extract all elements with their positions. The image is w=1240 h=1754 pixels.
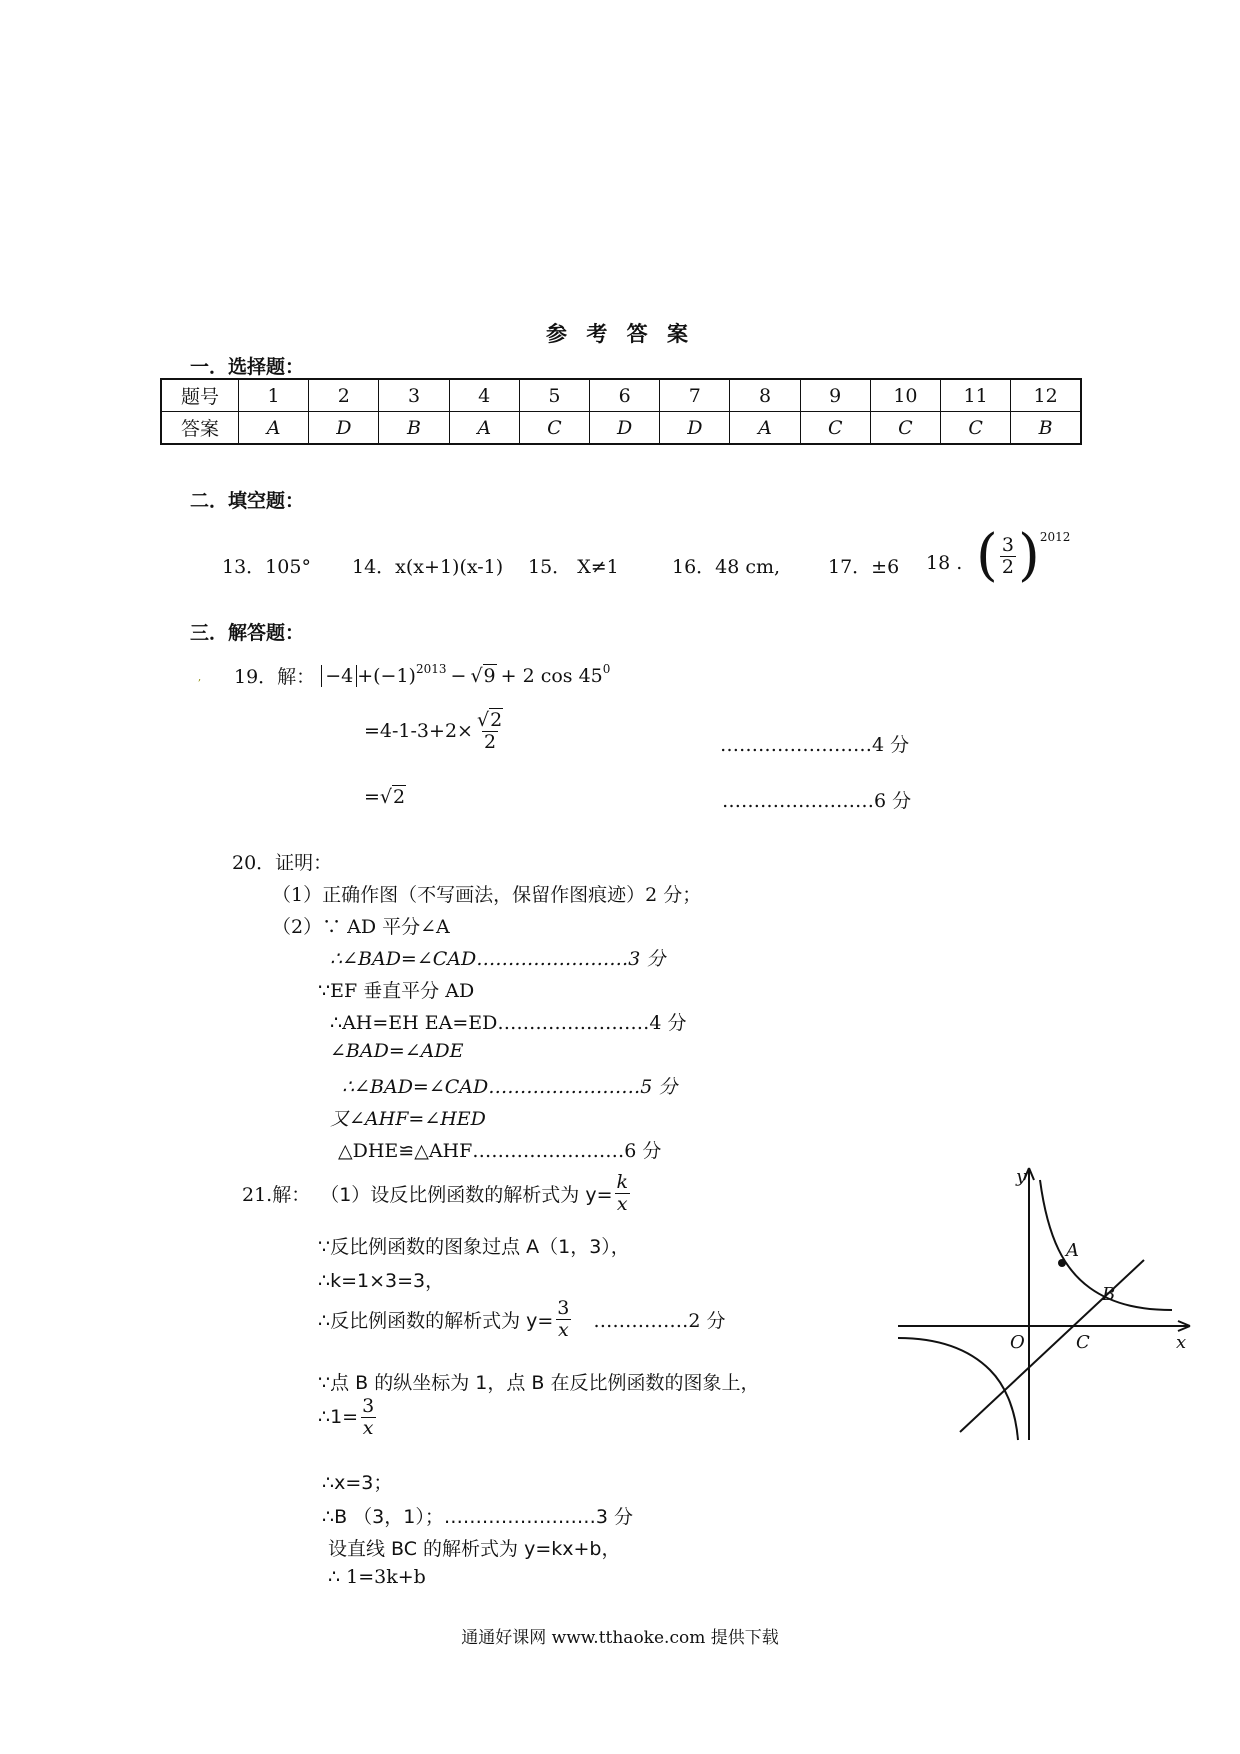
table-cell-label: 题号 xyxy=(161,379,239,412)
table-cell: B xyxy=(1011,412,1081,445)
section-fill-heading: 二．填空题： xyxy=(190,490,305,512)
q19-expression xyxy=(234,662,610,689)
q20-line9: △DHE≌△AHF……………………6 分 xyxy=(338,1140,662,1162)
exponent: 2012 xyxy=(1039,530,1071,544)
section-solve-heading: 三．解答题： xyxy=(190,622,305,644)
table-cell: D xyxy=(590,412,660,445)
table-cell: 2 xyxy=(309,379,379,412)
q21-line9: 设直线 BC 的解析式为 y=kx+b， xyxy=(328,1538,621,1560)
q21-line10: ∴ 1=3k+b xyxy=(328,1566,426,1588)
table-cell: D xyxy=(309,412,379,445)
q19-label: 19．解： xyxy=(234,666,316,688)
table-cell: C xyxy=(870,412,940,445)
choice-answer-table xyxy=(160,378,1082,445)
q20-line7: ∴∠BAD=∠CAD……………………5 分 xyxy=(342,1076,678,1098)
step-text: ∴反比例函数的解析式为 y= xyxy=(318,1309,554,1332)
point-c-label: C xyxy=(1076,1332,1090,1353)
table-cell: 6 xyxy=(590,379,660,412)
fill-q16: 16．48 cm, xyxy=(672,556,781,578)
table-cell-label: 答案 xyxy=(161,412,239,445)
degree-exp: 0 xyxy=(602,662,611,676)
fill-q18-expression xyxy=(976,523,1071,588)
abs-value: −4 xyxy=(321,665,357,687)
q21-score-2: ……………2 分 xyxy=(593,1309,726,1332)
paren-right: ) xyxy=(1017,523,1040,588)
table-cell: A xyxy=(239,412,309,445)
table-cell: 7 xyxy=(660,379,730,412)
page-title: 参 考 答 案 xyxy=(546,321,694,346)
fraction: $\frac{√2}{2}$ xyxy=(476,709,503,753)
fraction: $\frac{3}{x}$ xyxy=(557,1297,570,1341)
q21-line4 xyxy=(318,1298,726,1341)
fill-q15: 15． X≠1 xyxy=(528,556,619,578)
step-text: （1）设反比例函数的解析式为 y= xyxy=(320,1183,613,1206)
q21-line2: ∵反比例函数的图象过点 A（1，3）， xyxy=(318,1236,630,1258)
origin-label: O xyxy=(1010,1332,1025,1353)
fill-q18-prefix: 18 . xyxy=(926,552,963,574)
bullet-mark: , xyxy=(198,672,202,683)
table-cell: 11 xyxy=(941,379,1011,412)
table-cell: D xyxy=(660,412,730,445)
table-cell: 12 xyxy=(1011,379,1081,412)
paren-left: ( xyxy=(976,523,998,588)
table-cell: 8 xyxy=(730,379,800,412)
table-cell: 1 xyxy=(239,379,309,412)
table-row-answers xyxy=(161,412,1081,445)
table-row-numbers xyxy=(161,379,1081,412)
q19-cos-term: + 2 cos 45 xyxy=(500,664,603,687)
function-graph xyxy=(890,1160,1200,1450)
step-text: =4-1-3+2× xyxy=(364,720,473,743)
q21-line1 xyxy=(242,1172,632,1215)
q19-score-4: ……………………4 分 xyxy=(720,734,910,756)
q20-line3: ∴∠BAD=∠CAD……………………3 分 xyxy=(330,948,666,970)
fill-q17: 17．±6 xyxy=(828,556,900,578)
sqrt: √2 xyxy=(379,786,406,808)
point-a xyxy=(1058,1259,1066,1267)
table-cell: 5 xyxy=(519,379,589,412)
q20-line6: ∠BAD=∠ADE xyxy=(330,1040,464,1062)
step-text: = xyxy=(364,786,380,808)
q20-label: 20．证明： xyxy=(232,852,333,874)
q19-step2 xyxy=(364,710,507,753)
step-text: ∴1= xyxy=(318,1406,359,1429)
y-axis-label: y xyxy=(1016,1166,1027,1187)
fill-q13: 13．105° xyxy=(222,556,311,578)
q19-step3 xyxy=(364,786,406,808)
table-cell: C xyxy=(941,412,1011,445)
q20-line8: 又∠AHF=∠HED xyxy=(330,1108,486,1130)
x-axis-label: x xyxy=(1176,1332,1187,1353)
q20-line4: ∵EF 垂直平分 AD xyxy=(318,980,475,1002)
table-cell: 10 xyxy=(870,379,940,412)
sqrt: √9 xyxy=(470,664,496,687)
table-cell: B xyxy=(379,412,449,445)
fraction: $\frac{3}{x}$ xyxy=(362,1395,375,1439)
q21-line5: ∵点 B 的纵坐标为 1，点 B 在反比例函数的图象上， xyxy=(318,1372,760,1394)
fraction: $\frac{3}{2}$ xyxy=(1001,533,1014,578)
section-choice-heading: 一．选择题： xyxy=(190,356,305,378)
q21-label: 21.解： xyxy=(242,1183,311,1206)
q21-line6 xyxy=(318,1396,378,1439)
line-bc xyxy=(960,1260,1144,1432)
fraction: $\frac{k}{x}$ xyxy=(616,1171,629,1215)
q19-score-6: ……………………6 分 xyxy=(722,790,912,812)
table-cell: C xyxy=(519,412,589,445)
q21-line3: ∴k=1×3=3， xyxy=(318,1270,445,1292)
table-cell: 9 xyxy=(800,379,870,412)
table-cell: A xyxy=(449,412,519,445)
table-cell: 3 xyxy=(379,379,449,412)
q20-line1: （1）正确作图（不写画法，保留作图痕迹）2 分； xyxy=(272,884,702,906)
table-cell: C xyxy=(800,412,870,445)
point-b-label: B xyxy=(1102,1284,1116,1305)
q20-line2: （2）∵ AD 平分∠A xyxy=(272,916,450,938)
q19-term: +(−1) xyxy=(357,664,416,687)
hyperbola-branch-2 xyxy=(898,1338,1018,1440)
q21-line7: ∴x=3； xyxy=(322,1472,393,1494)
point-a-label: A xyxy=(1066,1240,1079,1261)
table-cell: 4 xyxy=(449,379,519,412)
q20-line5: ∴AH=EH EA=ED……………………4 分 xyxy=(330,1012,687,1034)
fill-q14: 14．x(x+1)(x-1) xyxy=(352,556,504,578)
minus-sign: − xyxy=(450,664,467,687)
q19-exp: 2013 xyxy=(415,662,447,676)
table-cell: A xyxy=(730,412,800,445)
footer-source: 通通好课网 www.tthaoke.com 提供下载 xyxy=(461,1628,779,1648)
q21-line8: ∴B （3，1）；……………………3 分 xyxy=(322,1506,633,1528)
